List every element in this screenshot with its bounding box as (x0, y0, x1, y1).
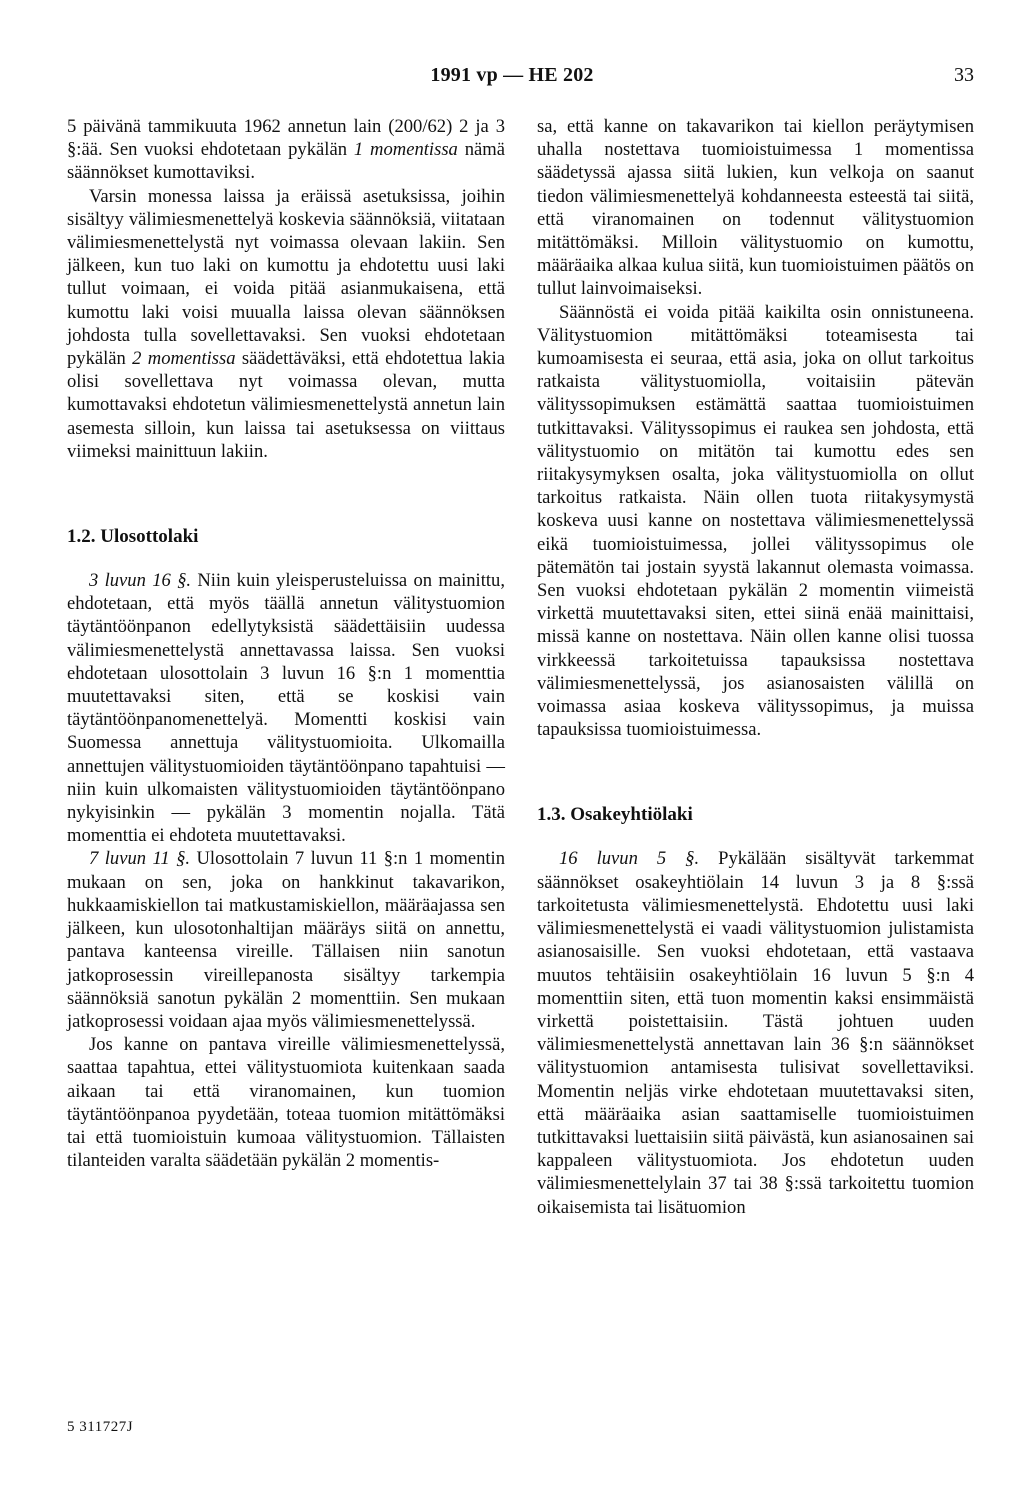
paragraph: Varsin monessa laissa ja eräissä asetuksissa, joihin sisältyy välimiesmenettelyä koskevia säännöksiä, viitataan välimiesmenettelystä nyt voimassa olevaan lakiin. Sen jälkeen, kun tuo laki on kumottu ja ehdotettu uusi laki tullut voimaan, ei voida pitää asianmukaisena, että kumottu laki voisi muualla laissa olevan säännöksen johdosta tulla sovellettavaksi. Sen vuoksi ehdotetaan pykälän 2 momentissa säädettäväksi, että ehdotettua lakia olisi sovellettava nyt voimassa olevan, mutta kumottavaksi ehdotetun välimiesmenettelystä annetun lain asemesta silloin, kun laissa tai asetuksessa on viittaus viimeksi mainittuun lakiin. (67, 185, 505, 462)
section-heading-ulosottolaki: 1.2. Ulosottolaki (67, 526, 199, 548)
paragraph: 5 päivänä tammikuuta 1962 annetun lain (200/62) 2 ja 3 §:ää. Sen vuoksi ehdotetaan pykälän 1 momentissa nämä säännökset kumottaviksi. (67, 116, 506, 184)
section-heading-osakeyhtiolaki: 1.3. Osakeyhtiölaki (537, 804, 693, 826)
right-column (537, 115, 974, 1219)
page-number: 33 (954, 64, 974, 86)
footer-code: 5 311727J (67, 1419, 134, 1435)
paragraph: 16 luvun 5 §. Pykälään sisältyvät tarkemmat säännökset osakeyhtiölain 14 luvun 3 ja 8 §:ssä tarkoitetusta välimiesmenettelystä. Ehdotettu uusi laki välimiesmenettelystä ei vaadi välitystuomion julistamista asianosaisille. Sen vuoksi ehdotetaan, että vastaava muutos tehtäisiin osakeyhtiölain 16 luvun 5 §:n 4 momenttiin siten, että tuon momentin kaksi ensimmäistä virkettä poistettaisiin. Tästä johtuen uuden välimiesmenettelystä annettavan lain 36 §:n säännökset välitystuomion antamisesta tulisivat sovellettaviksi. Momentin neljäs virke ehdotetaan muutettavaksi siten, että määräaika asian saattamiselle tuomioistuimen tutkittavaksi luettaisiin siitä päivästä, kun asianosainen sai kappaleen välitystuomiota. Jos ehdotetun uuden välimiesmenettelylain 37 tai 38 §:ssä tarkoitettu tuomion oikaisemista tai lisätuomion (537, 848, 974, 1218)
paragraph: Jos kanne on pantava vireille välimiesmenettelyssä, saattaa tapahtua, ettei välitystuomiota kuitenkaan saada aikaan tai että viranomainen, kun tuomion täytäntöönpanoa pyydetään, toteaa tuomion mitättömäksi tai että tuomioistuin kumoaa välitystuomion. Tällaisten tilanteiden varalta säädetään pykälän 2 momentis- (67, 1034, 505, 1172)
paragraph: Säännöstä ei voida pitää kaikilta osin onnistuneena. Välitystuomion mitättömäksi toteamisesta tai kumoamisesta ei seuraa, että asia, joka on ollut tarkoitus ratkaista välitystuomiolla, voitaisiin pätevän välityssopimuksen estämättä saattaa tuomioistuimen tutkittavaksi. Välityssopimus ei raukea sen johdosta, että välitystuomio on mitätön tai kumottu edes sen riitakysymyksen osalta, joka välitystuomiolla on ollut tarkoitus ratkaista. Näin ollen tuota riitakysymystä koskeva uusi kanne on nostettava välimiesmenettelyssä eikä tuomioistuimessa, jollei välityssopimus ole pätemätön tai jostain syystä lakannut olemasta voimassa. Sen vuoksi ehdotetaan pykälän 2 momentin viimeistä virkettä muutettavaksi siten, ettei siinä enää mainittaisi, missä kanne on nostettava. Näin ollen kanne olisi tuossa virkkeessä tarkoitetuissa tapauksissa nostettava välimiesmenettelyssä, jos asianosaisten välillä on voimassa asiaa koskeva välityssopimus, ja muissa tapauksissa tuomioistuimessa. (537, 301, 974, 741)
paragraph: sa, että kanne on takavarikon tai kiellon peräytymisen uhalla nostettava tuomioistuimessa 1 momentissa säädetyssä ajassa siitä lukien, kun velkoja on saanut tiedon välimiesmenettelyä kohdanneesta esteestä tai siitä, että viranomainen on todennut välitystuomion mitättömäksi. Milloin välitystuomio on kumottu, määräaika alkaa kulua siitä, kun tuomioistuimen päätös on tullut lainvoimaiseksi. (537, 116, 974, 300)
left-column (67, 115, 505, 1172)
document-title: 1991 vp — HE 202 (430, 64, 594, 86)
paragraph: 7 luvun 11 §. Ulosottolain 7 luvun 11 §:n 1 momentin mukaan on sen, joka on hankkinut takavarikon, hukkaamiskiellon tai matkustamiskiellon, määräajassa sen jälkeen, kun ulosotonhaltijan määräys siitä on annettu, pantava kanteensa vireille. Tällaisen niin sanotun jatkoprosessin vireillepanosta sisältyy tarkempia säännöksiä sanotun pykälän 2 momenttiin. Sen mukaan jatkoprosessi voidaan ajaa myös välimiesmenettelyssä. (67, 848, 506, 1032)
page-header (0, 64, 1024, 94)
paragraph: 3 luvun 16 §. Niin kuin yleisperusteluissa on mainittu, ehdotetaan, että myös täällä annetun välitystuomion täytäntöönpanon edellytyksistä säädettäisiin uudessa välimiesmenettelystä annettavassa laissa. Sen vuoksi ehdotetaan ulosottolain 3 luvun 16 §:n 1 momenttia muutettavaksi siten, että se koskisi vain täytäntöönpanomenettelyä. Momentti koskisi vain Suomessa annettuja välitystuomioita. Ulkomailla annettujen välitystuomioiden täytäntöönpano tapahtuisi — niin kuin ulkomaisten välitystuomioiden täytäntöönpano nykyisinkin — pykälän 3 momentin nojalla. Tätä momenttia ei ehdoteta muutettavaksi. (67, 570, 505, 847)
